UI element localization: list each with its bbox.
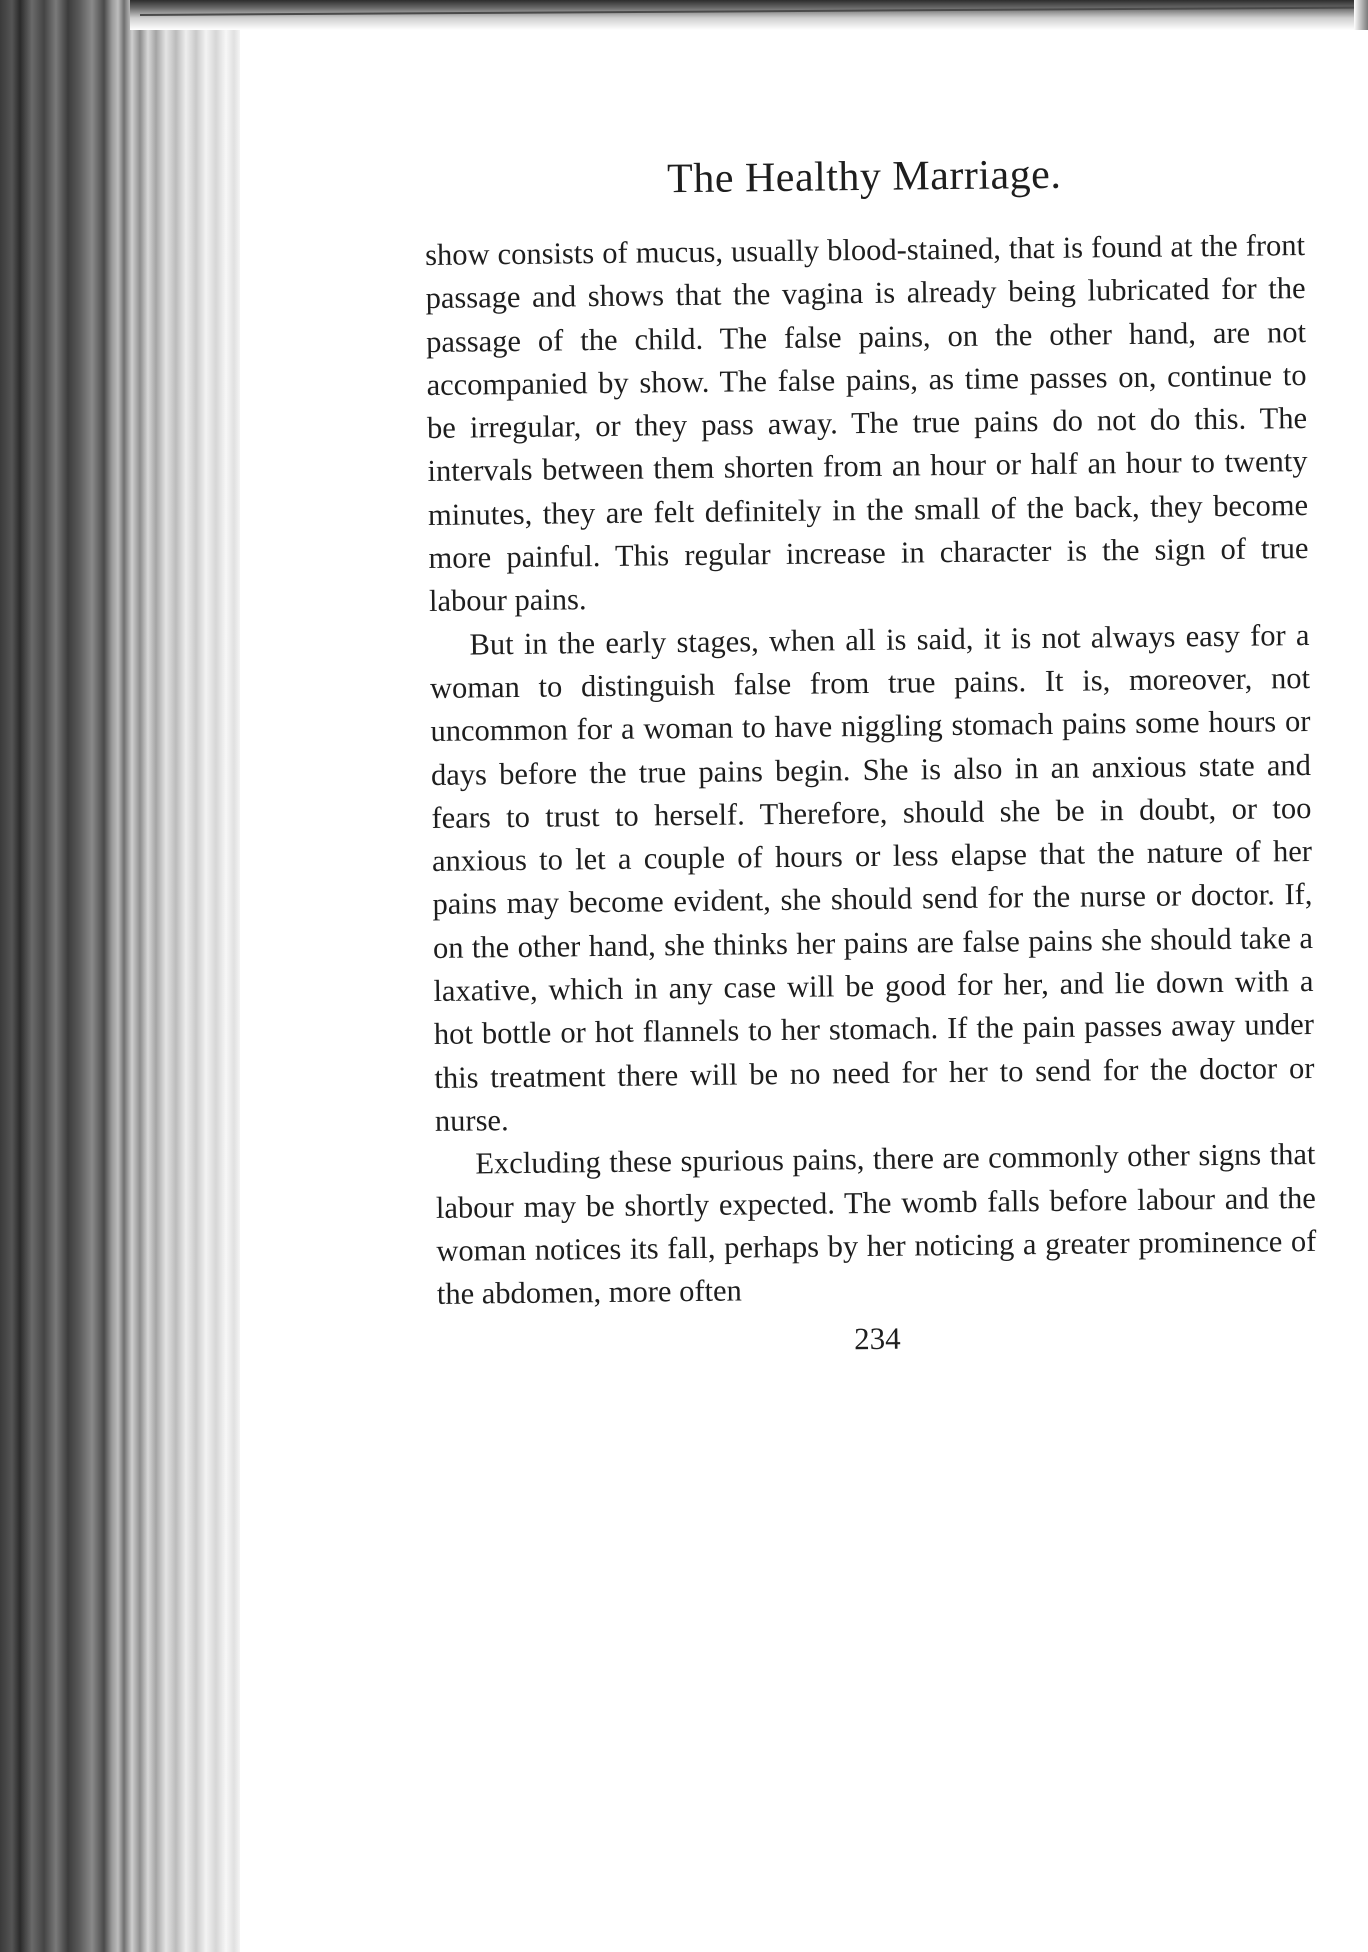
page-top-shadow [130, 0, 1368, 30]
book-page-edges [0, 0, 240, 1952]
running-head: The Healthy Marriage. [666, 151, 1062, 203]
page-number: 234 [853, 1321, 901, 1357]
page-content [424, 148, 1318, 1362]
book-page [240, 30, 1368, 1952]
paragraph-2: But in the early stages, when all is said, it is not always easy for a woman to distinguish false from true pains. It is, moreover, not uncommon for a woman to have niggling stomach pains some hours or days before the true pains begin. She is also in an anxious state and fears to trust to herself. Therefore, should she be in doubt, or too anxious to let a couple of hours or less elapse that the nature of her pains may become evident, she should send for the nurse or doctor. If, on the other hand, she thinks her pains are false pains she should take a laxative, which in any case will be good for her, and lie down with a hot bottle or hot flannels to her stomach. If the pain passes away under this treatment there will be no need for her to send for the doctor or nurse. [429, 617, 1315, 1138]
paragraph-1: show consists of mucus, usually blood-stained, that is found at the front passage and shows that the vagina is already being lubricated for the passage of the child. The false pains, on the other hand, are not accompanied by show. The false pains, as time passes on, continue to be irregular, or they pass away. The true pains do not do this. The intervals between them shorten from an hour or half an hour to twenty minutes, they are felt definitely in the small of the back, they become more painful. This regular increase in character is the sign of true labour pains. [424, 228, 1309, 619]
paragraph-3: Excluding these spurious pains, there are commonly other signs that labour may be shortly expected. The womb falls before labour and the woman notices its fall, perhaps by her noticing a greater prominence of the abdomen, more often [435, 1137, 1317, 1312]
